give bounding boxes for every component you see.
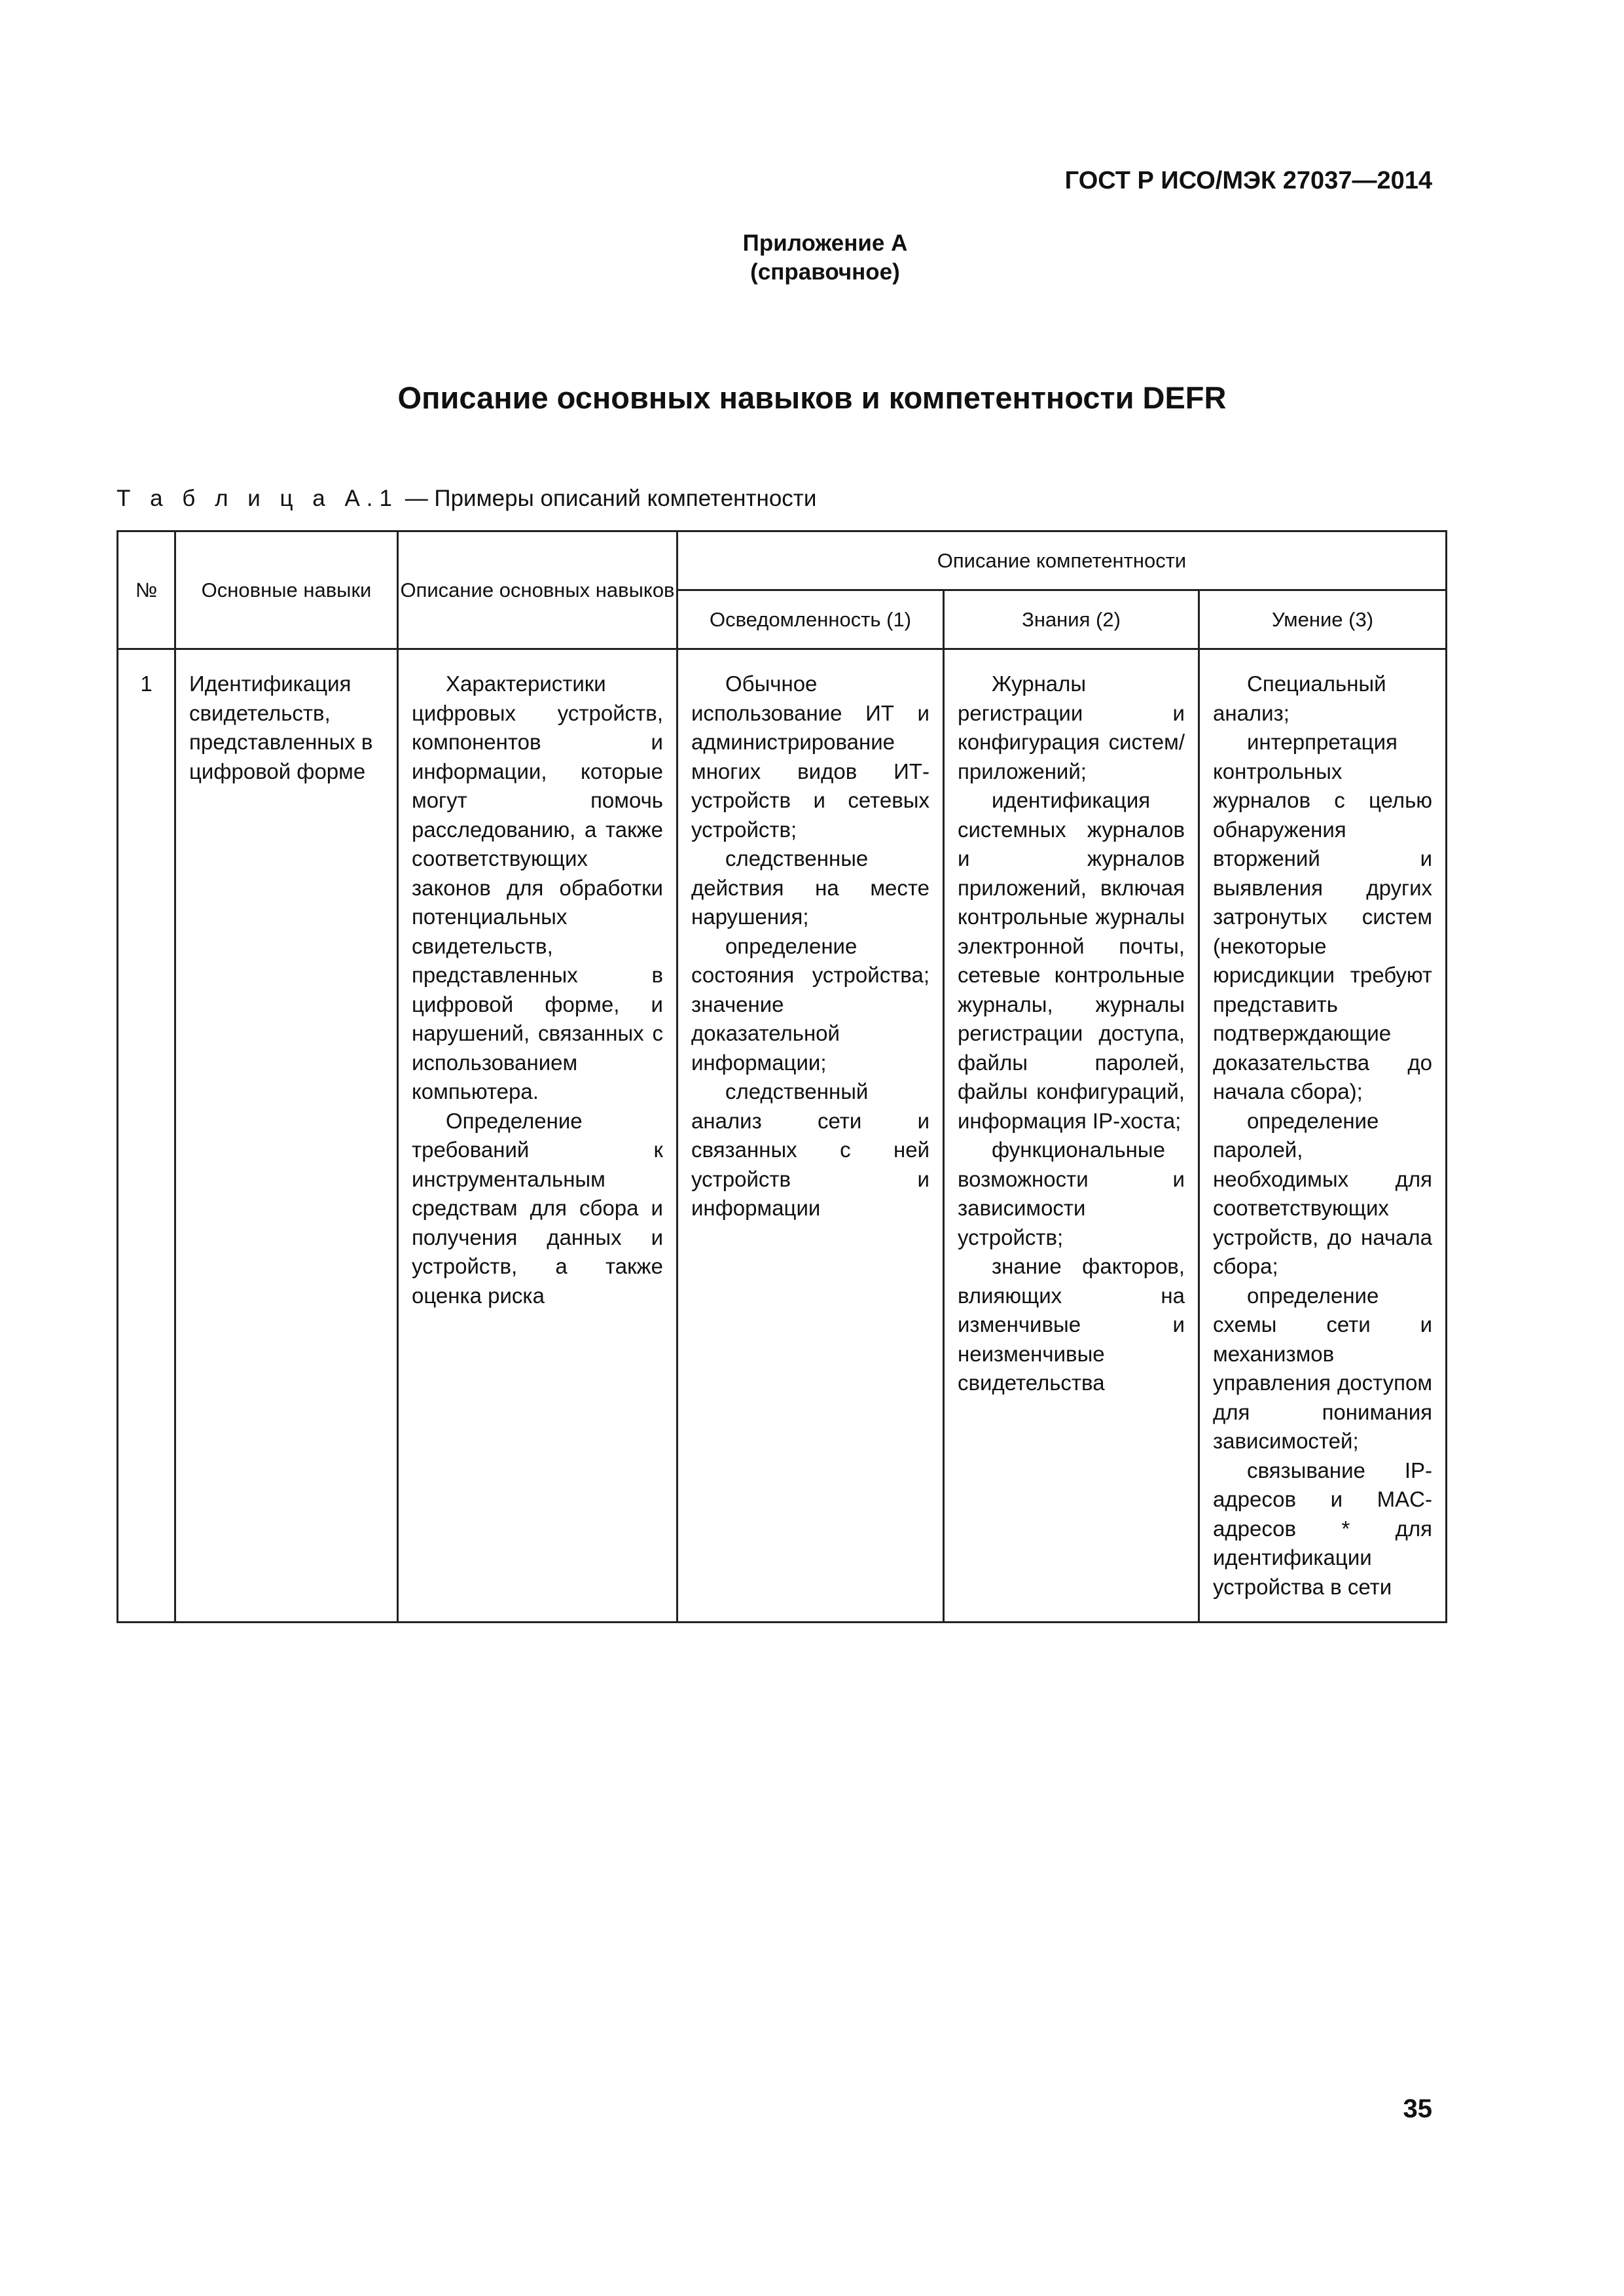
standard-code: ГОСТ Р ИСО/МЭК 27037—2014	[1064, 167, 1432, 194]
cell-skill-level	[1199, 649, 1447, 1623]
knowledge-item: идентификация системных журналов и журналов приложений, включая контрольные журналы электронной почты, сетевые контрольные журналы, журналы регистрации доступа, файлы паролей, файлы конфигураций, информация IP-хоста;	[958, 788, 1185, 1133]
appendix-type: (справочное)	[750, 259, 900, 285]
skill-item: определение паролей, необходимых для соответствующих устройств, до начала сбора;	[1213, 1108, 1433, 1278]
description-paragraph: Характеристики цифровых устройств, компонентов и информации, которые могут помочь расследованию, а также соответствующих законов для обработки потенциальных свидетельств, представленных в цифровой форме, и нарушений, связанных с использованием компьютера.	[412, 672, 663, 1103]
awareness-item: определение состояния устройства; значение доказательной информации;	[691, 933, 929, 1075]
awareness-item: следственный анализ сети и связанных с ней устройств и информации	[691, 1079, 929, 1220]
cell-number: 1	[118, 649, 175, 1623]
description-paragraph: Определение требований к инструментальным средствам для сбора и получения данных и устройств, а также оценка риска	[412, 1108, 663, 1308]
header-awareness: Осведомленность (1)	[677, 590, 944, 649]
header-skills: Основные навыки	[175, 531, 398, 649]
table-caption	[117, 486, 816, 512]
document-title: Описание основных навыков и компетентности DEFR	[397, 380, 1227, 415]
appendix-title: Приложение А	[742, 230, 908, 256]
table-caption-label: Т а б л и ц а А.1	[117, 486, 399, 511]
awareness-item: Обычное использование ИТ и администрирование многих видов ИТ-устройств и сетевых устройств;	[691, 672, 929, 842]
cell-skill: Идентификация свидетельств, представленных в цифровой форме	[175, 649, 398, 1623]
header-competence-group: Описание компетентности	[677, 531, 1447, 590]
table-row	[118, 649, 1447, 1623]
page-number: 35	[1403, 2094, 1432, 2123]
cell-awareness	[677, 649, 944, 1623]
knowledge-item: Журналы регистрации и конфигурация систем/приложений;	[958, 672, 1185, 783]
cell-description	[398, 649, 677, 1623]
header-skills-description: Описание основных навыков	[398, 531, 677, 649]
header-skill: Умение (3)	[1199, 590, 1447, 649]
competence-table	[117, 530, 1447, 1623]
skill-item: связывание IP-адресов и MAC-адресов * для идентификации устройства в сети	[1213, 1458, 1433, 1599]
appendix-heading	[0, 229, 1624, 287]
header-knowledge: Знания (2)	[944, 590, 1199, 649]
table-caption-text: — Примеры описаний компетентности	[398, 486, 817, 511]
cell-knowledge	[944, 649, 1199, 1623]
skill-item: интерпретация контрольных журналов с целью обнаружения вторжений и выявления других затронутых систем (некоторые юрисдикции требуют представить подтверждающие доказательства до начала сбора);	[1213, 730, 1433, 1103]
knowledge-item: функциональные возможности и зависимости устройств;	[958, 1138, 1185, 1249]
skill-item: определение схемы сети и механизмов управления доступом для понимания зависимостей;	[1213, 1283, 1433, 1453]
skill-item: Специальный анализ;	[1213, 672, 1386, 725]
knowledge-item: знание факторов, влияющих на изменчивые и неизменчивые свидетельства	[958, 1254, 1185, 1395]
header-number: №	[118, 531, 175, 649]
awareness-item: следственные действия на месте нарушения;	[691, 846, 929, 929]
